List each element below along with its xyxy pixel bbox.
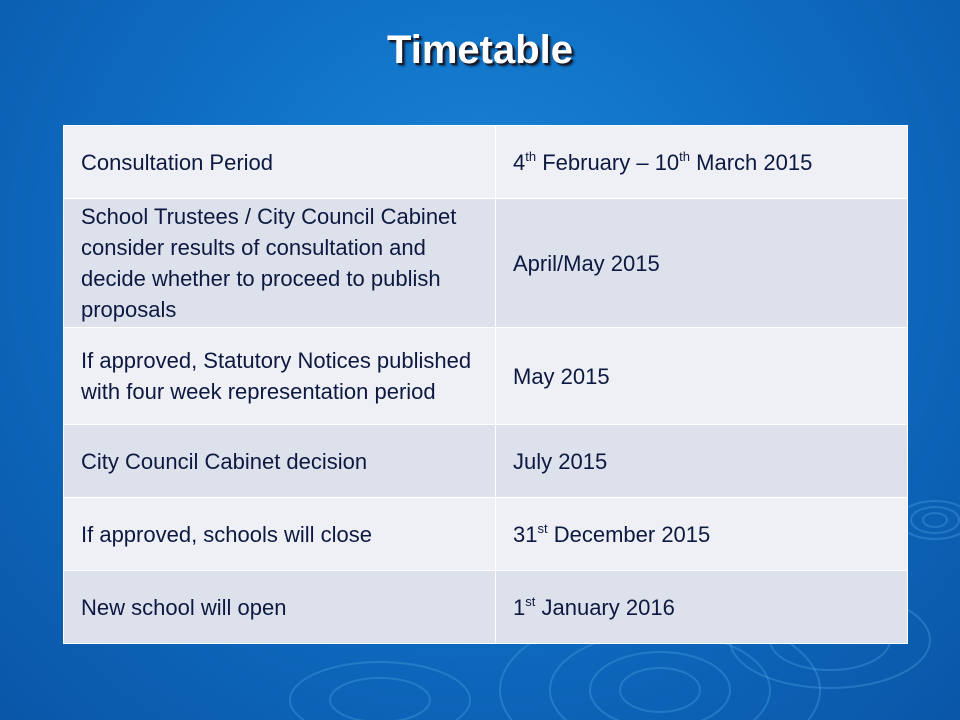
date-text: 1 [513,594,526,620]
timetable-table [63,125,908,644]
event-cell: If approved, Statutory Notices published with four week representation period [64,328,496,425]
date-text: January 2016 [535,594,675,620]
table-row [64,199,908,328]
event-cell: New school will open [64,571,496,644]
event-cell: School Trustees / City Council Cabinet consider results of consultation and decide whether to proceed to publish proposals [64,199,496,328]
date-cell [496,571,908,644]
date-text: July 2015 [513,448,608,474]
table-row [64,498,908,571]
date-text: 31 [513,521,538,547]
date-text: December 2015 [547,521,711,547]
table-row [64,571,908,644]
date-cell [496,328,908,425]
date-text: April/May 2015 [513,250,660,276]
table-row [64,126,908,199]
date-cell [496,425,908,498]
date-text: May 2015 [513,363,610,389]
slide-title: Timetable [387,28,573,72]
table-row [64,328,908,425]
date-suffix: th [679,148,691,164]
event-cell: If approved, schools will close [64,498,496,571]
table-row [64,425,908,498]
date-suffix: st [537,520,548,536]
date-suffix: st [525,593,536,609]
event-cell: City Council Cabinet decision [64,425,496,498]
date-cell [496,126,908,199]
date-cell [496,498,908,571]
event-cell: Consultation Period [64,126,496,199]
date-text: March 2015 [690,149,813,175]
date-text: 4 [513,149,526,175]
date-text: February – 10 [536,149,680,175]
date-cell [496,199,908,328]
date-suffix: th [525,148,537,164]
